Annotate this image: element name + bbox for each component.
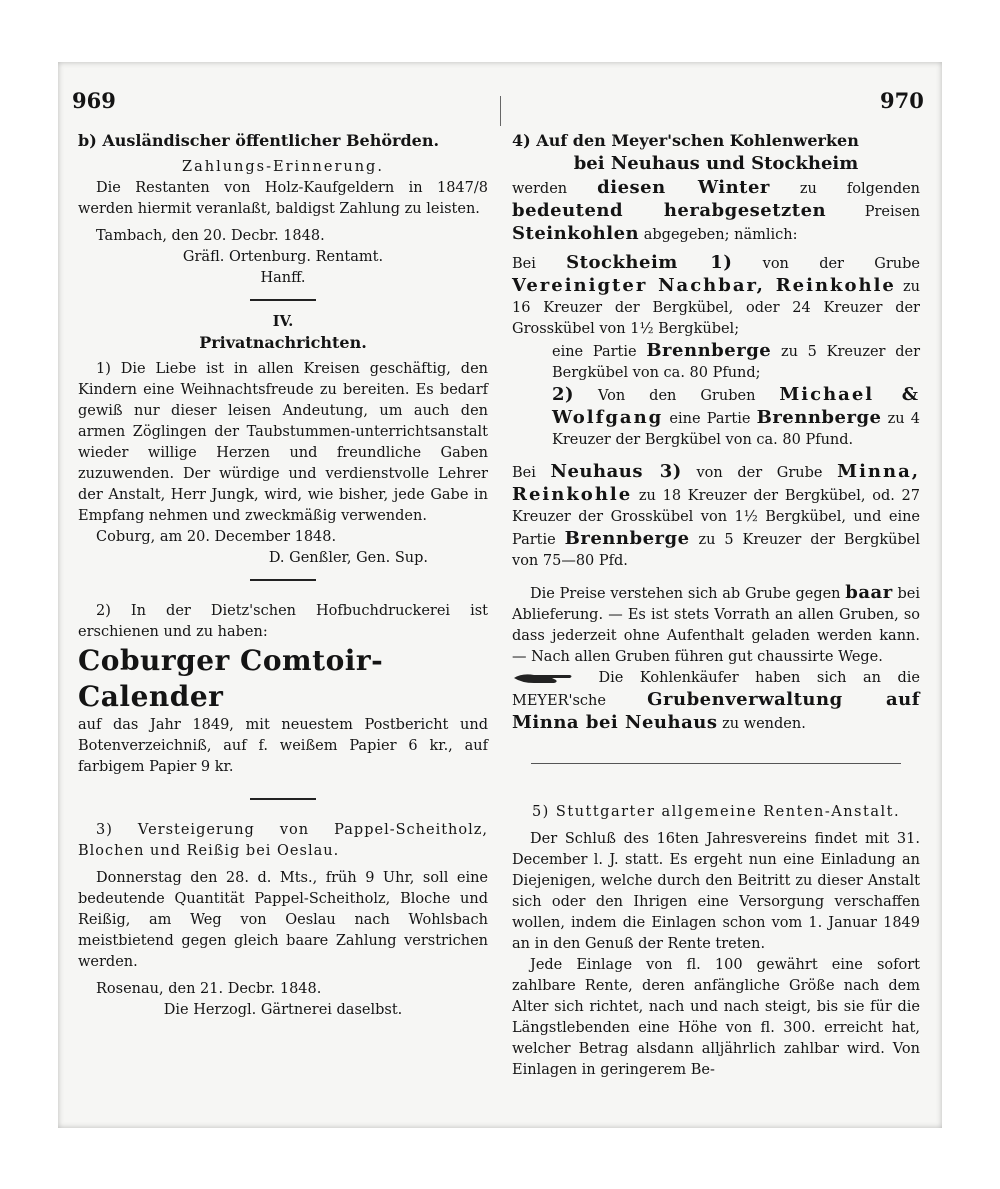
neuhaus-offer: Bei Neuhaus 3) von der Grube Minna, Reinkohle zu 18 Kreuzer der Bergkübel, od. 27 Kreuzer der Grosskübel von 1½ Bergkübel, und eine Partie Brennberge zu 5 Kreuzer der Bergkübel von 75—80 Pfd. (512, 461, 921, 569)
item1-place: Coburg, am 20. December 1848. (96, 529, 337, 545)
heading-foreign-authorities: b) Ausländischer öffentlicher Behörden. (78, 131, 440, 150)
separator-rule (250, 798, 316, 800)
left-column (78, 130, 488, 1021)
item5-paragraph-1: Der Schluß des 16ten Jahresvereins findet mit 31. December l. J. statt. Es ergeht nun eine Einladung an Diejenigen, welche durch den Beitritt zu dieser Anstalt sich oder den Ihrigen eine Versorgung verschaffen wollen, indem die Einlagen schon vom 1. Januar 1849 an in den Genuß der Rente treten. (512, 831, 920, 952)
item3-text: Donnerstag den 28. d. Mts., früh 9 Uhr, soll eine bedeutende Quantität Pappel-Scheitholz, Bloche und Reißig, am Weg von Oeslau nach Wohlsbach meistbietend gegen gleich baare Zahlung verstrichen werden. (78, 870, 488, 970)
item3-title: 3) Versteigerung von Pappel-Scheitholz, Blochen und Reißig bei Oeslau. (78, 822, 488, 859)
item2-title: Coburger Comtoir-Calender (78, 644, 384, 713)
page-number-right: 970 (880, 88, 924, 113)
column-divider (500, 96, 501, 126)
stockheim-offer-1: Bei Stockheim 1) von der Grube Vereinigter Nachbar, Reinkohle zu 16 Kreuzer der Bergkübel, oder 24 Kreuzer der Grosskübel von 1½ Bergkübel; (512, 252, 920, 337)
item5-paragraph-2: Jede Einlage von fl. 100 gewährt eine sofort zahlbare Rente, deren anfängliche Größe nach dem Alter sich richtet, nach und nach steigt, bis sie für die Längstlebenden eine Höhe von fl. 300. erreicht hat, welcher Betrag alsdann alljährlich zahlbar wird. Von Einlagen in geringerem Be- (512, 957, 920, 1078)
item2-text: auf das Jahr 1849, mit neuestem Postbericht und Botenverzeichniß, auf f. weißem Papier 6 kr., auf farbigem Papier 9 kr. (78, 717, 488, 775)
page-number-left: 969 (72, 88, 116, 113)
section-number: IV. (272, 313, 294, 330)
prices-note: Die Preise verstehen sich ab Grube gegen baar bei Ablieferung. — Es ist stets Vorrath an allen Gruben, so dass jederzeit ohne Aufenthalt geladen werden kann. — Nach allen Gruben führen gut chaussirte Wege. (512, 582, 920, 665)
stockheim-offer-1-partie: eine Partie Brennberge zu 5 Kreuzer der Bergkübel von ca. 80 Pfund; (552, 340, 920, 381)
item2-intro: 2) In der Dietz'schen Hofbuchdruckerei ist erschienen und zu haben: (78, 603, 488, 640)
item3-place: Rosenau, den 21. Decbr. 1848. (96, 981, 322, 997)
item4-intro: werden diesen Winter zu folgenden bedeutend herabgesetzten Preisen Steinkohlen abgegeben; nämlich: (512, 177, 921, 244)
section-title: Privatnachrichten. (199, 333, 367, 352)
buyers-notice: Die Kohlenkäufer haben sich an die MEYER'sche Grubenverwaltung auf Minna bei Neuhaus zu wenden. (512, 670, 921, 733)
item5-title: 5) Stuttgarter allgemeine Renten-Anstalt. (531, 804, 901, 820)
item1-text: 1) Die Liebe ist in allen Kreisen geschäftig, den Kindern eine Weihnachtsfreude zu bereiten. Es bedarf gewiß nur dieser leisen Andeutung, um auch den armen Zöglingen der Taubstummen-unterrichtsanstalt wieder willige Herzen und freundliche Gaben zuzuwenden. Der würdige und verdienstvolle Lehrer der Anstalt, Herr Jungk, wird, wie bisher, jede Gabe in Empfang nehmen und zweckmäßig verwenden. (78, 361, 488, 524)
separator-rule (531, 763, 901, 764)
payment-reminder-title: Zahlungs-Erinnerung. (182, 159, 384, 175)
payment-reminder-office: Gräfl. Ortenburg. Rentamt. (182, 249, 384, 265)
separator-rule (250, 579, 316, 581)
payment-reminder-signature: Hanff. (260, 270, 306, 286)
item4-title-line1: 4) Auf den Meyer'schen Kohlenwerken (512, 131, 859, 150)
right-column (512, 130, 920, 1081)
payment-reminder-text: Die Restanten von Holz-Kaufgeldern in 1847/8 werden hiermit veranlaßt, baldigst Zahlung zu leisten. (78, 180, 488, 217)
separator-rule (250, 299, 316, 301)
pointing-hand-icon (512, 671, 574, 685)
item4-title-line2: bei Neuhaus und Stockheim (573, 153, 859, 174)
item1-signature: D. Genßler, Gen. Sup. (268, 550, 428, 566)
stockheim-offer-2: 2) Von den Gruben Michael & Wolfgang eine Partie Brennberge zu 4 Kreuzer der Bergkübel von ca. 80 Pfund. (552, 384, 921, 448)
item3-signature: Die Herzogl. Gärtnerei daselbst. (163, 1002, 403, 1018)
payment-reminder-place: Tambach, den 20. Decbr. 1848. (96, 228, 325, 244)
